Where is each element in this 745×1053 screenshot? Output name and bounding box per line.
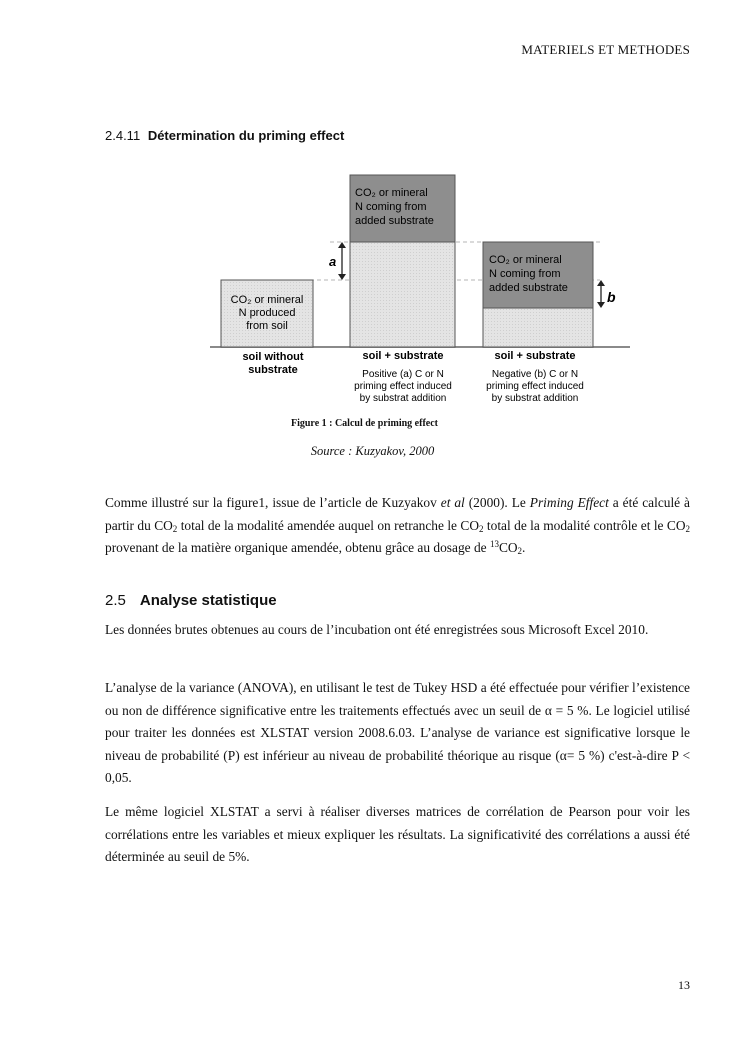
priming-effect-figure — [205, 170, 635, 410]
paragraph-pearson: Le même logiciel XLSTAT a servi à réaliser diverses matrices de corrélation de Pearson pour voir les corrélations entre les variables et mieux expliquer les résultats. La significativité des corrélations a aussi été déterminée au seuil de 5%. — [105, 804, 690, 864]
running-header: MATERIELS ET METHODES — [521, 42, 690, 57]
col1-label-line-1: soil without — [242, 351, 304, 363]
figure-caption: Figure 1 : Calcul de priming effect — [290, 418, 438, 429]
section-number: 2.4.11 — [105, 128, 141, 143]
added-a-line-3: added substrate — [355, 215, 434, 227]
col3-note-line-1: Negative (b) C or N — [491, 369, 579, 380]
figure-source: Source : Kuzyakov, 2000 — [310, 444, 435, 458]
added-b-line-3: added substrate — [489, 282, 568, 294]
section-heading-2-4-11 — [105, 128, 344, 143]
added-a-line-1: CO₂ or mineral — [355, 187, 428, 199]
col3-note-line-3: by substrat addition — [491, 393, 579, 404]
col3-note-line-2: priming effect induced — [486, 381, 584, 392]
col1-label-line-2: substrate — [248, 364, 298, 376]
positive-soil-bar — [350, 242, 455, 347]
paragraph-priming-effect: Comme illustré sur la figure1, issue de l’article de Kuzyakov et al (2000). Le Priming Effect a été calculé à partir du $CO_2$ total de la modalité amendée auquel on retranche le $CO_2$ total de la modalité contrôle et le $CO_2$ provenant de la matière organique amendée, obtenu grâce au dosage de $^{13}CO_2$. — [105, 495, 691, 556]
label-a: a — [329, 254, 337, 269]
negative-soil-bar — [483, 308, 593, 347]
paragraph-raw-data: Les données brutes obtenues au cours de l’incubation ont été enregistrées sous Microsoft Excel 2010. — [105, 622, 649, 637]
added-b-line-1: CO₂ or mineral — [489, 254, 562, 266]
section-number: 2.5 — [105, 592, 126, 609]
col2-note-line-2: priming effect induced — [354, 381, 452, 392]
arrow-a-head-up — [338, 242, 346, 248]
arrow-a-head-down — [338, 274, 346, 280]
arrow-b-head-up — [597, 280, 605, 286]
section-title: Détermination du priming effect — [147, 128, 345, 143]
page-number: 13 — [678, 978, 690, 992]
label-b: b — [607, 289, 616, 305]
col2-note-line-3: by substrat addition — [359, 393, 447, 404]
paragraph-anova: L’analyse de la variance (ANOVA), en utilisant le test de Tukey HSD a été effectuée pour vérifier l’existence ou non de différence significative entre les traitements effectués avec un seuil de α = 5 %. Le logiciel utilisé pour traiter les données est XLSTAT version 2008.6.03. L’analyse de variance est significative lorsque le niveau de probabilité (P) est inférieur au niveau de probabilité théorique au risque (α= 5 %) c'est-à-dire P ˂ 0,05. — [105, 680, 690, 785]
added-b-line-2: N coming from — [489, 268, 561, 280]
arrow-b-head-down — [597, 302, 605, 308]
soil-box-line-1: CO₂ or mineral — [230, 294, 304, 306]
priming-effect-diagram — [205, 170, 635, 410]
added-a-line-2: N coming from — [355, 201, 427, 213]
section-heading-2-5 — [105, 592, 277, 610]
col2-label: soil + substrate — [362, 350, 444, 362]
soil-box-line-3: from soil — [246, 320, 288, 332]
col2-note-line-1: Positive (a) C or N — [362, 369, 444, 380]
col3-label: soil + substrate — [494, 350, 576, 362]
section-title: Analyse statistique — [139, 592, 277, 609]
soil-box-line-2: N produced — [238, 307, 296, 319]
